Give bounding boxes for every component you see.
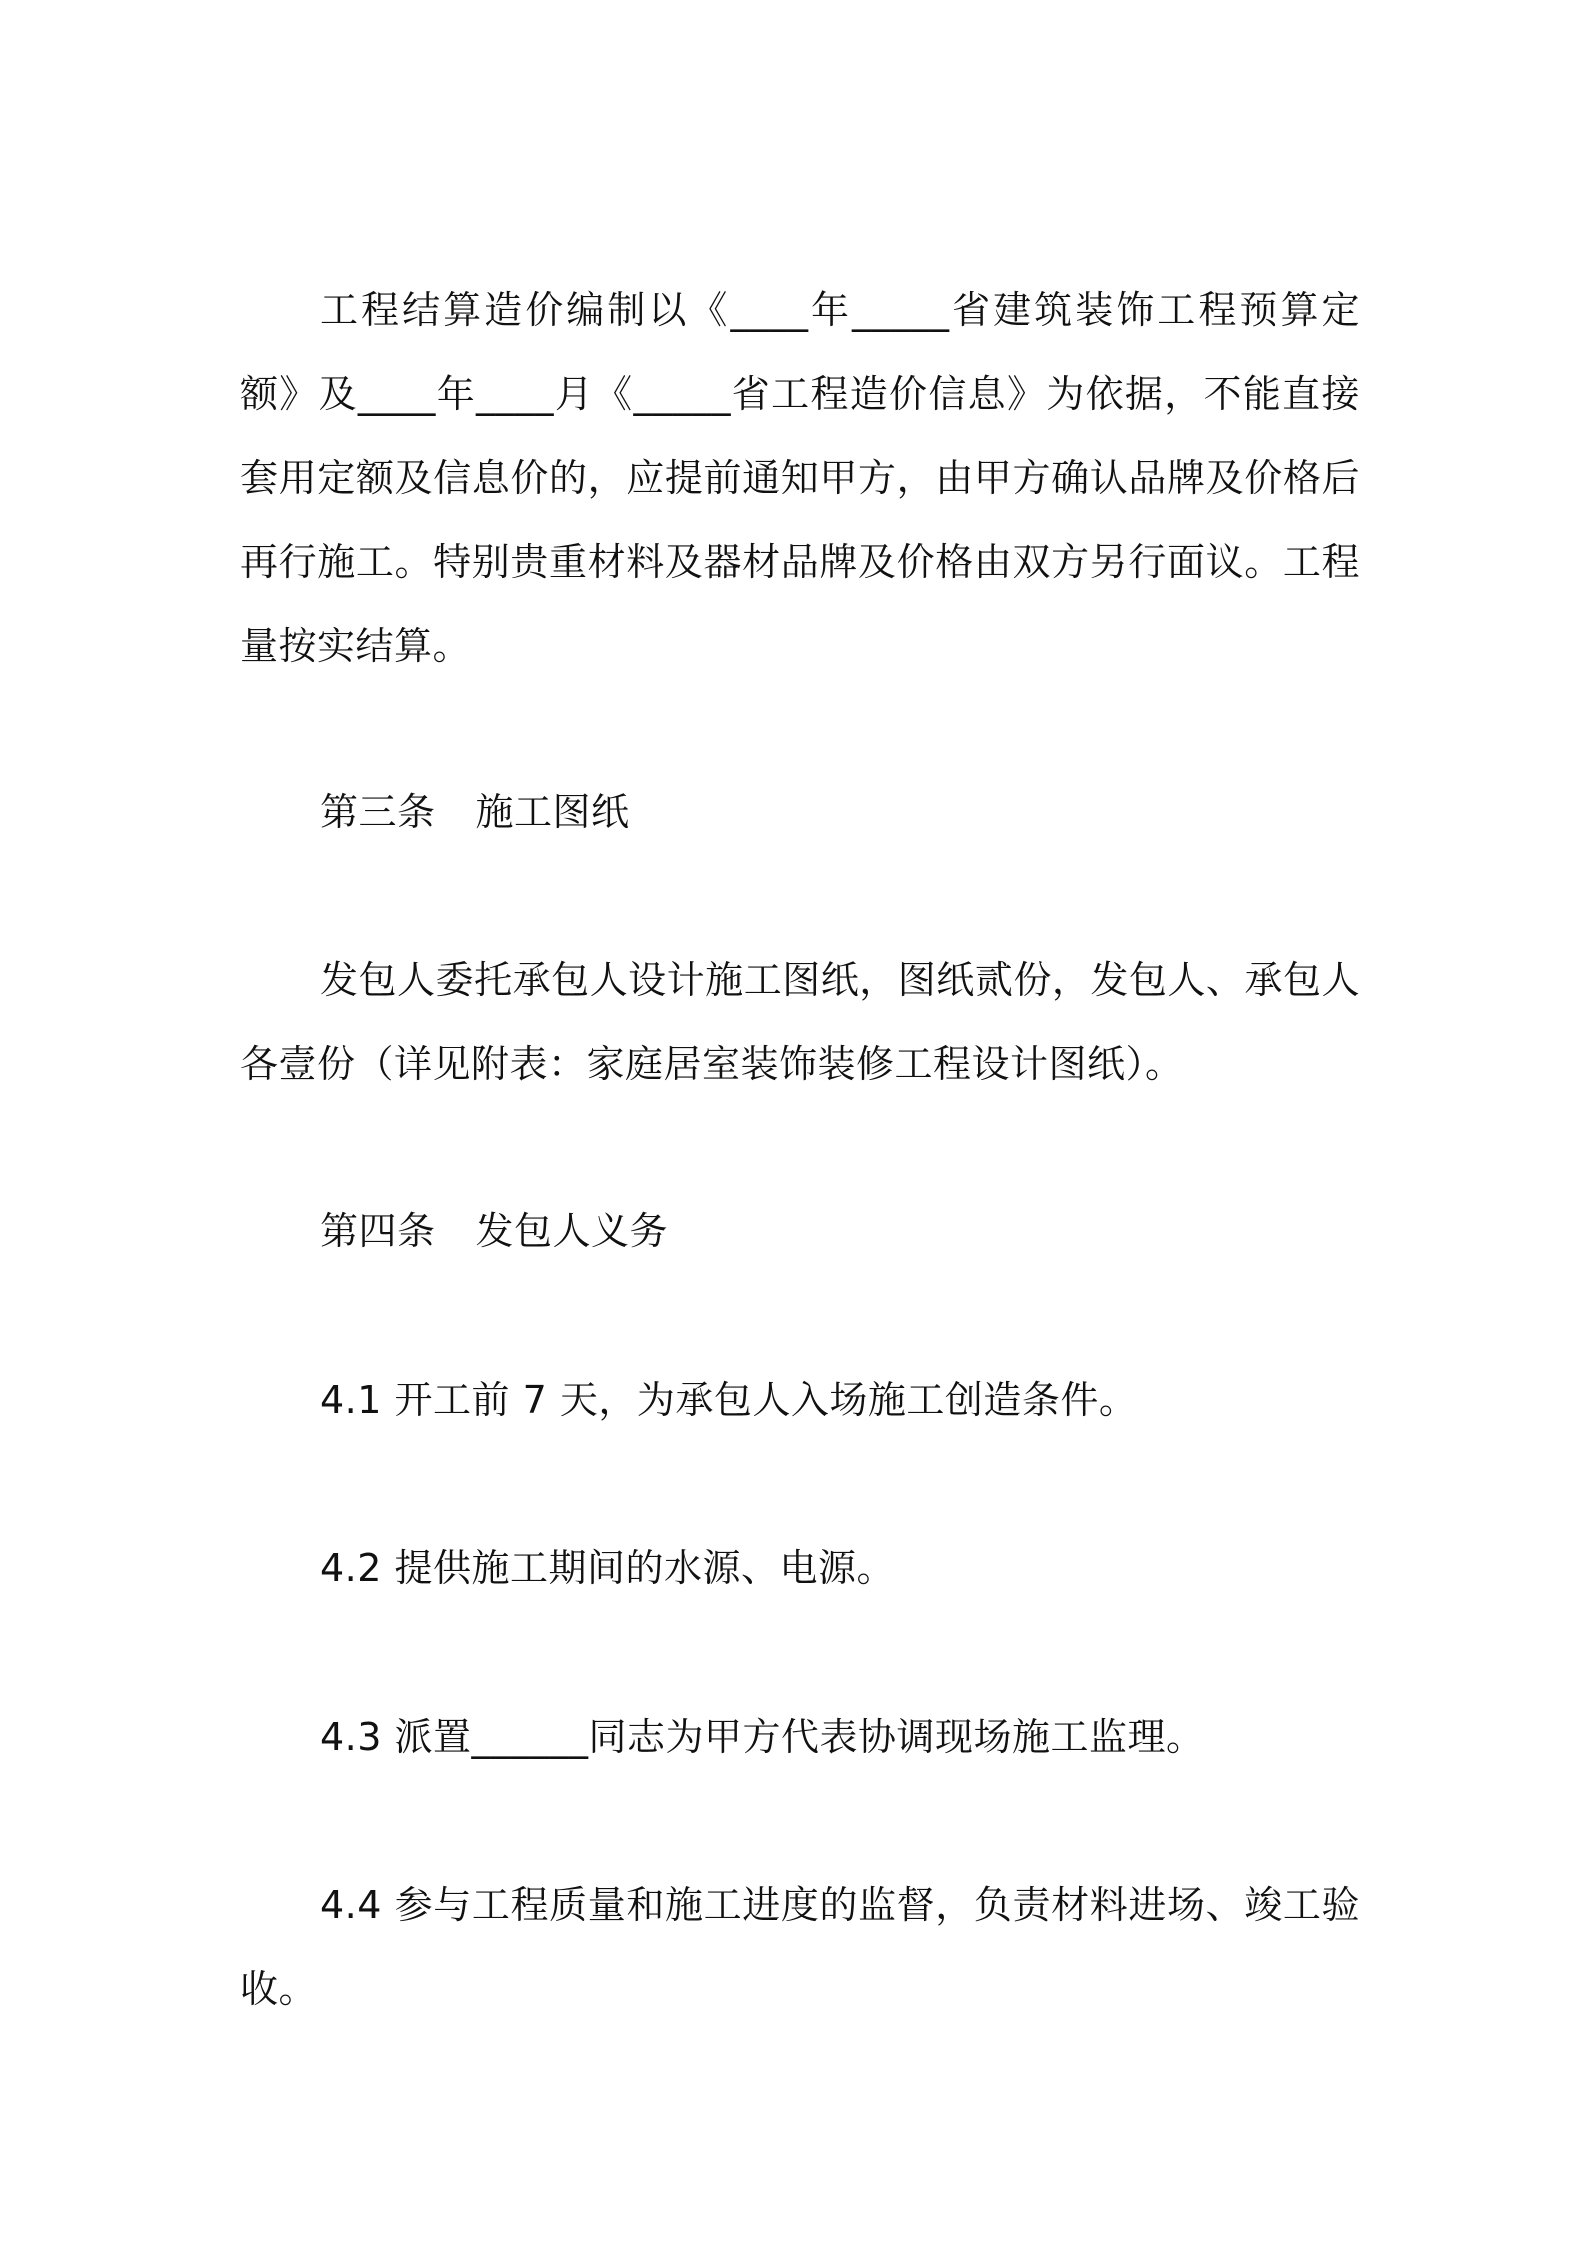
settlement-paragraph: 工程结算造价编制以《____年_____省建筑装饰工程预算定额》及____年____月《_____省工程造价信息》为依据，不能直接套用定额及信息价的，应提前通知甲方，由甲方确认品牌及价格后再行施工。特别贵重材料及器材品牌及价格由双方另行面议。工程量按实结算。 <box>240 288 1360 668</box>
item-4-3: 4.3 派置______同志为甲方代表协调现场施工监理。 <box>320 1715 1205 1759</box>
item-4-4: 4.4 参与工程质量和施工进度的监督，负责材料进场、竣工验收。 <box>240 1883 1360 2011</box>
item-4-2: 4.2 提供施工期间的水源、电源。 <box>320 1546 896 1590</box>
drawings-paragraph: 发包人委托承包人设计施工图纸，图纸贰份，发包人、承包人各壹份（详见附表：家庭居室装饰装修工程设计图纸）。 <box>240 958 1360 1086</box>
article-4-heading <box>240 1189 1440 1273</box>
article-3-number: 第三条 <box>320 790 436 834</box>
article-3-title: 施工图纸 <box>475 790 630 834</box>
item-4-1: 4.1 开工前 7 天，为承包人入场施工创造条件。 <box>320 1378 1138 1422</box>
article-3-heading <box>240 770 1440 854</box>
article-4-title: 发包人义务 <box>475 1209 669 1253</box>
article-4-number: 第四条 <box>320 1209 436 1253</box>
